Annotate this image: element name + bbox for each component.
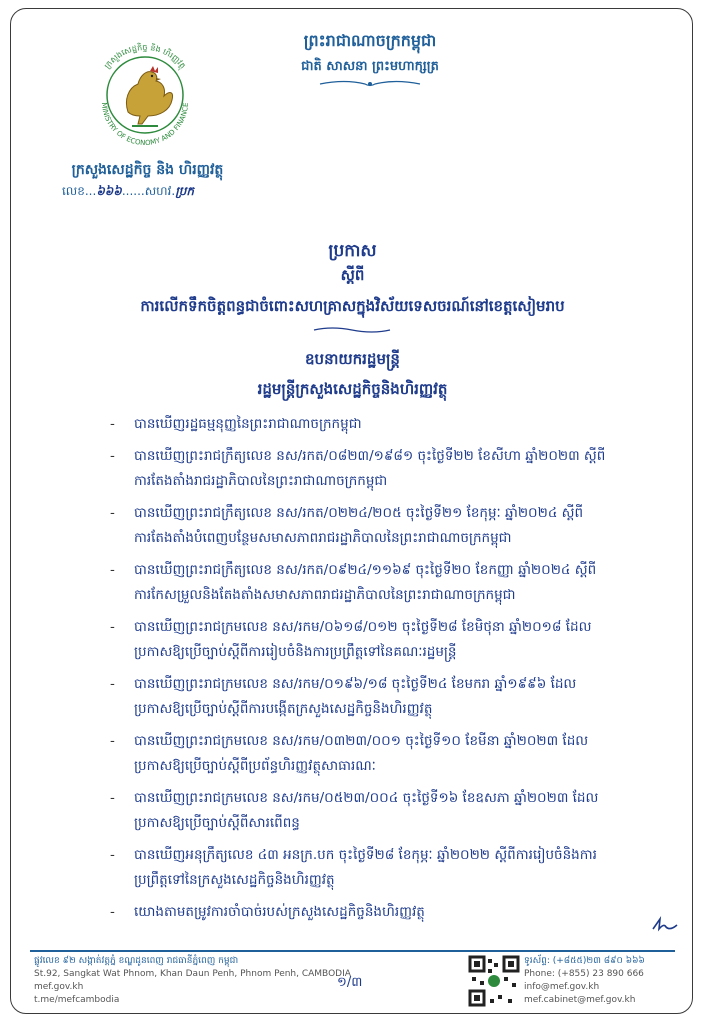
qr-code-icon [468, 955, 520, 1007]
list-item: - បានឃើញព្រះរាជក្រឹត្យលេខ នស/រកត/០២២៤/២០៥ ចុះថ្ងៃទី២១ ខែកុម្ភៈ ឆ្នាំ២០២៤ ស្តីពី ការតែងតាំងបំពេញបន្ថែមសមាសភាពរាជរដ្ឋាភិបាលនៃព្រះរាជាណាចក្រកម្ពុជា [110, 505, 584, 546]
ministry-seal-icon [80, 30, 210, 160]
document-type: ប្រកាស [328, 241, 377, 261]
website-link[interactable]: mef.gov.kh [34, 982, 84, 992]
kingdom-title: ព្រះរាជាណាចក្រកម្ពុជា [303, 31, 437, 50]
logo-text-en: MINISTRY OF ECONOMY AND FINANCE [99, 102, 191, 148]
email-info[interactable]: info@mef.gov.kh [524, 982, 600, 992]
telegram-link[interactable]: t.me/mefcambodia [34, 995, 120, 1005]
ref-suffix: សហវ [144, 184, 172, 198]
page-number: ១/៣ [337, 975, 363, 990]
list-item: - បានឃើញព្រះរាជក្រមលេខ នស/រកម/០៥២៣/០០៤ ចុះថ្ងៃទី១៦ ខែឧសភា ឆ្នាំ២០២៣ ដែល ប្រកាសឱ្យប្រើច្បាប់ស្តីពីសារពើពន្ធ [110, 790, 599, 831]
ref-code: ប្រក [175, 184, 195, 198]
footer-divider [30, 950, 675, 952]
logo-text-kh: ក្រសួងសេដ្ឋកិច្ច និង ហិរញ្ញវត្ថុ [102, 42, 188, 71]
footer-address [34, 955, 351, 1007]
reference-number: លេខ...៦៦៦......សហវ.ប្រក [62, 184, 195, 198]
ref-number: ៦៦៦ [96, 184, 122, 198]
document-about: ស្តីពី [340, 266, 365, 284]
authority-title: ឧបនាយករដ្ឋមន្ត្រី [305, 350, 400, 368]
footer-contact [524, 955, 645, 1007]
address-kh: ផ្លូវលេខ ៩២ សង្កាត់វត្តភ្នំ ខណ្ឌដូនពេញ រាជធានីភ្នំពេញ កម្ពុជា [34, 956, 239, 966]
authority-ministry: រដ្ឋមន្ត្រីក្រសួងសេដ្ឋកិច្ចនិងហិរញ្ញវត្ថុ [257, 380, 448, 398]
list-item: - បានឃើញព្រះរាជក្រមលេខ នស/រកម/០៣២៣/០០១ ចុះថ្ងៃទី១០ ខែមីនា ឆ្នាំ២០២៣ ដែល ប្រកាសឱ្យប្រើច្បាប់ស្តីពីប្រព័ន្ធហិរញ្ញវត្ថុសាធារណៈ [110, 733, 589, 774]
ministry-name: ក្រសួងសេដ្ឋកិច្ច និង ហិរញ្ញវត្ថុ [71, 162, 224, 178]
list-item: - បានឃើញរដ្ឋធម្មនុញ្ញនៃព្រះរាជាណាចក្រកម្ពុជា [110, 416, 362, 432]
list-item: - យោងតាមតម្រូវការចាំបាច់របស់ក្រសួងសេដ្ឋកិច្ចនិងហិរញ្ញវត្ថុ [110, 904, 425, 920]
list-item: - បានឃើញអនុក្រឹត្យលេខ ៤៣ អនក្រ.បក ចុះថ្ងៃទី២៨ ខែកុម្ភៈ ឆ្នាំ២០២២ ស្តីពីការរៀបចំនិងការ ប្រព្រឹត្តទៅនៃក្រសួងសេដ្ឋកិច្ចនិងហិរញ្ញវត្ថុ [110, 847, 597, 888]
document-subject: ការលើកទឹកចិត្តពន្ធជាចំពោះសហគ្រាសក្នុងវិស័យទេសចរណ៍នៅខេត្តសៀមរាប [140, 297, 565, 315]
ornament-divider-icon [315, 79, 425, 89]
ref-label: លេខ [62, 184, 85, 198]
list-item: - បានឃើញព្រះរាជក្រឹត្យលេខ នស/រកត/០៨២៣/១៩៨១ ចុះថ្ងៃទី២២ ខែសីហា ឆ្នាំ២០២៣ ស្តីពី ការតែងតាំងរាជរដ្ឋាភិបាលនៃព្រះរាជាណាចក្រកម្ពុជា [110, 448, 606, 489]
phone-en: Phone: (+855) 23 890 666 [524, 969, 644, 979]
preamble-list [110, 412, 665, 932]
list-item: - បានឃើញព្រះរាជក្រមលេខ នស/រកម/០១៩៦/១៨ ចុះថ្ងៃទី២៤ ខែមករា ឆ្នាំ១៩៩៦ ដែល ប្រកាសឱ្យប្រើច្បាប់ស្តីពីការបង្កើតក្រសួងសេដ្ឋកិច្ចនិងហិរញ្ញវត្ថុ [110, 676, 577, 717]
phone-kh: ទូរស័ព្ទ: (+៨៥៥)២៣ ៨៩០ ៦៦៦ [524, 956, 645, 966]
email-cabinet[interactable]: mef.cabinet@mef.gov.kh [524, 995, 636, 1005]
initial-signature-icon [650, 915, 680, 935]
address-en: St.92, Sangkat Wat Phnom, Khan Daun Penh, Phnom Penh, CAMBODIA [34, 969, 351, 979]
list-item: - បានឃើញព្រះរាជក្រមលេខ នស/រកម/០៦១៨/០១២ ចុះថ្ងៃទី២៨ ខែមិថុនា ឆ្នាំ២០១៨ ដែល ប្រកាសឱ្យប្រើច្បាប់ស្តីពីការរៀបចំនិងការប្រព្រឹត្តទៅនៃគណៈរដ្ឋមន្ត្រី [110, 619, 592, 660]
list-item: - បានឃើញព្រះរាជក្រឹត្យលេខ នស/រកត/០៩២៤/១១៦៩ ចុះថ្ងៃទី២០ ខែកញ្ញា ឆ្នាំ២០២៤ ស្តីពី ការកែសម្រួលនិងតែងតាំងសមាសភាពរាជរដ្ឋាភិបាលនៃព្រះរាជាណាចក្រកម្ពុជា [110, 562, 597, 603]
national-motto: ជាតិ សាសនា ព្រះមហាក្សត្រ [301, 59, 439, 74]
title-ornament-icon [312, 326, 392, 334]
ministry-logo [80, 30, 210, 160]
